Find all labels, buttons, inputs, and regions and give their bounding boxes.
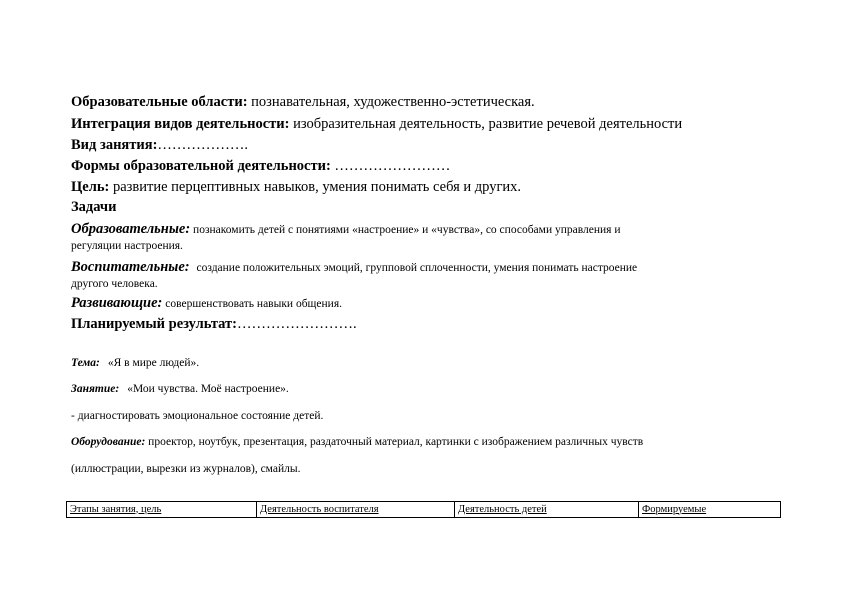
task-developing-line [71, 295, 342, 312]
task-educational-text: познакомить детей с понятиями «настроение» и «чувства», со способами управления и [190, 224, 621, 236]
table-header-row [67, 502, 781, 518]
col-header-teacher-activity: Деятельность воспитателя [257, 502, 455, 518]
integration-line [71, 116, 682, 133]
equipment-text: проектор, ноутбук, презентация, раздаточный материал, картинки с изображением различных чувств [145, 436, 644, 448]
session-line [71, 383, 289, 395]
col-header-formed: Формируемые [639, 502, 781, 518]
activity-forms-line [71, 158, 450, 175]
session-value: «Мои чувства. Моё настроение». [127, 383, 289, 395]
activity-forms-value: …………………… [330, 158, 451, 174]
task-developing-label: Развивающие: [71, 295, 163, 311]
equipment-line1 [71, 436, 643, 448]
task-upbringing-label: Воспитательные: [71, 259, 190, 275]
task-upbringing-line2: другого человека. [71, 278, 158, 290]
educational-areas-line [71, 94, 535, 111]
task-educational-line1 [71, 221, 620, 238]
equipment-label: Оборудование: [71, 436, 146, 448]
task-educational-line2: регуляции настроения. [71, 240, 183, 252]
lesson-type-label: Вид занятия: [71, 137, 158, 153]
session-label: Занятие: [71, 383, 120, 395]
activity-forms-label: Формы образовательной деятельности: [71, 158, 331, 174]
planned-result-value: ……………………. [236, 316, 357, 332]
educational-areas-value: познавательная, художественно-эстетическая. [247, 94, 535, 110]
educational-areas-label: Образовательные области: [71, 94, 248, 110]
task-upbringing-line1 [71, 259, 637, 276]
lesson-type-value: ………………. [157, 137, 249, 153]
theme-value: «Я в мире людей». [107, 357, 200, 369]
goal-label: Цель: [71, 179, 110, 195]
theme-label: Тема: [71, 357, 100, 369]
lesson-type-line [71, 137, 248, 154]
planned-result-label: Планируемый результат: [71, 316, 237, 332]
task-educational-label: Образовательные: [71, 221, 191, 237]
integration-label: Интеграция видов деятельности: [71, 116, 290, 132]
task-upbringing-text: создание положительных эмоций, групповой сплоченности, умения понимать настроение [193, 262, 638, 274]
integration-value: изобразительная деятельность, развитие речевой деятельности [289, 116, 683, 132]
col-header-stages: Этапы занятия, цель [67, 502, 257, 518]
lesson-plan-table [66, 501, 781, 518]
tasks-heading: Задачи [71, 199, 117, 215]
goal-value: развитие перцептивных навыков, умения понимать себя и других. [109, 179, 522, 195]
planned-result-line [71, 316, 357, 333]
col-header-children-activity: Деятельность детей [455, 502, 639, 518]
goal-line [71, 179, 521, 196]
task-developing-text: совершенствовать навыки общения. [162, 298, 342, 310]
diagnose-line: - диагностировать эмоциональное состояние детей. [71, 410, 324, 422]
equipment-line2: (иллюстрации, вырезки из журналов), смайлы. [71, 463, 301, 475]
theme-line [71, 357, 199, 369]
